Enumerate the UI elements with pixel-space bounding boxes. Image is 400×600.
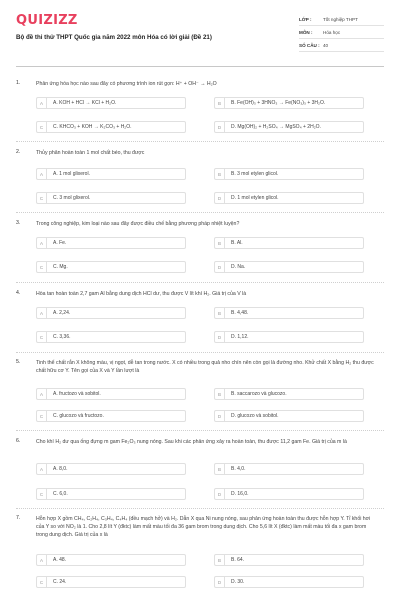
- option-letter: D: [215, 122, 225, 132]
- option-letter: B: [215, 238, 225, 248]
- option-text: A. 2,24.: [53, 310, 71, 316]
- option-letter: C: [37, 122, 47, 132]
- option-c[interactable]: [36, 331, 186, 343]
- option-text: A. 1 mol glixerol.: [53, 171, 90, 177]
- question-number: 6.: [16, 438, 21, 444]
- option-text: D. glucozo và sobitol.: [231, 413, 279, 419]
- option-text: D. 16,0.: [231, 491, 249, 497]
- meta-class-label: LỚP :: [299, 16, 312, 22]
- meta-row-count: [299, 39, 384, 52]
- option-text: B. 4,0.: [231, 466, 246, 472]
- option-letter: D: [215, 332, 225, 342]
- document-meta: [299, 13, 384, 52]
- question-text: Hỗn hợp X gồm CH₄, C₂H₄, C₃H₄, C₄H₄ (đều mạch hở) và H₂. Dẫn X qua Ni nung nóng, sau phản ứng hoàn toàn thu được hỗn hợp Y. Tỉ khối hơi của Y so với NO₂ là 1. Cho 2,8 lít Y (đktc) làm mất màu tối đa 36 gam brom trong dung dịch. Cho 5,6 lít X (đktc) làm mất màu tối đa x gam brom trong dung dịch. Giá trị của x là: [36, 516, 371, 538]
- question-text: Hòa tan hoàn toàn 2,7 gam Al bằng dung dịch HCl dư, thu được V lít khí H₂. Giá trị của V là: [36, 291, 247, 297]
- option-b[interactable]: [214, 168, 364, 180]
- quizizz-logo: QUIZIZZ: [16, 13, 78, 28]
- option-letter: D: [215, 577, 225, 587]
- option-text: B. 4,48.: [231, 310, 249, 316]
- question-text: Tinh thể chất rắn X không màu, vị ngọt, dễ tan trong nước. X có nhiều trong quả nho chín nên còn gọi là đường nho. Khử chất X bằng H₂ thu được chất hữu cơ Y. Tên gọi của X và Y lần lượt là: [36, 360, 374, 374]
- option-letter: B: [215, 98, 225, 108]
- option-letter: C: [37, 332, 47, 342]
- question-divider: [16, 430, 384, 431]
- meta-row-subject: [299, 26, 384, 39]
- option-letter: C: [37, 489, 47, 499]
- option-text: B. 64.: [231, 557, 245, 563]
- meta-class-value: Tốt nghiệp THPT: [323, 16, 358, 22]
- question-number: 5.: [16, 359, 21, 365]
- document-title: Bộ đề thi thử THPT Quốc gia năm 2022 môn Hóa có lời giải (Đề 21): [16, 34, 212, 41]
- option-text: D. 30.: [231, 579, 245, 585]
- option-b[interactable]: [214, 237, 364, 249]
- option-letter: A: [37, 308, 47, 318]
- option-letter: D: [215, 489, 225, 499]
- question-text: Cho khí H₂ dư qua ống đựng m gam Fe₂O₃ nung nóng. Sau khi các phản ứng xảy ra hoàn toàn, thu được 11,2 gam Fe. Giá trị của m là: [36, 439, 347, 445]
- option-c[interactable]: [36, 410, 186, 422]
- option-text: A. 8,0.: [53, 466, 68, 472]
- question-divider: [16, 508, 384, 509]
- option-a[interactable]: [36, 554, 186, 566]
- option-letter: C: [37, 577, 47, 587]
- option-letter: A: [37, 238, 47, 248]
- option-c[interactable]: [36, 488, 186, 500]
- option-letter: A: [37, 98, 47, 108]
- question-number: 3.: [16, 220, 21, 226]
- option-text: B. 3 mol etylen glicol.: [231, 171, 279, 177]
- option-d[interactable]: [214, 576, 364, 588]
- option-c[interactable]: [36, 576, 186, 588]
- option-text: A. 48.: [53, 557, 67, 563]
- option-text: C. Mg.: [53, 264, 68, 270]
- option-text: C. 6,0.: [53, 491, 68, 497]
- option-text: A. KOH + HCl → KCl + H₂O.: [53, 100, 117, 106]
- option-text: D. Mg(OH)₂ + H₂SO₄ → MgSO₄ + 2H₂O.: [231, 124, 321, 130]
- question-text: Thủy phân hoàn toàn 1 mol chất béo, thu được: [36, 150, 145, 156]
- option-letter: B: [215, 464, 225, 474]
- option-text: A. fructozo và sobitol.: [53, 391, 101, 397]
- option-a[interactable]: [36, 237, 186, 249]
- option-b[interactable]: [214, 97, 364, 109]
- option-text: D. Na.: [231, 264, 246, 270]
- question-text: Trong công nghiệp, kim loại nào sau đây được điều chế bằng phương pháp nhiệt luyện?: [36, 221, 240, 227]
- option-text: C. glucozo và fructozo.: [53, 413, 104, 419]
- question-divider: [16, 282, 384, 283]
- meta-subject-value: Hóa học: [323, 29, 341, 35]
- option-c[interactable]: [36, 261, 186, 273]
- option-a[interactable]: [36, 97, 186, 109]
- meta-row-class: [299, 13, 384, 26]
- meta-count-label: SỐ CÂU :: [299, 42, 320, 48]
- question-number: 7.: [16, 515, 21, 521]
- question-divider: [16, 352, 384, 353]
- option-letter: A: [37, 389, 47, 399]
- option-text: B. Al.: [231, 240, 243, 246]
- option-text: D. 1 mol etylen glicol.: [231, 195, 279, 201]
- option-text: B. Fe(OH)₃ + 3HNO₃ → Fe(NO₃)₃ + 3H₂O.: [231, 100, 326, 106]
- option-letter: D: [215, 262, 225, 272]
- option-text: D. 1,12.: [231, 334, 249, 340]
- option-letter: C: [37, 262, 47, 272]
- option-d[interactable]: [214, 121, 364, 133]
- meta-count-value: 40: [323, 42, 329, 48]
- question-divider: [16, 141, 384, 142]
- option-d[interactable]: [214, 488, 364, 500]
- option-d[interactable]: [214, 410, 364, 422]
- option-c[interactable]: [36, 192, 186, 204]
- option-d[interactable]: [214, 331, 364, 343]
- option-letter: A: [37, 555, 47, 565]
- option-text: C. 24.: [53, 579, 67, 585]
- option-letter: C: [37, 193, 47, 203]
- option-letter: D: [215, 411, 225, 421]
- option-b[interactable]: [214, 554, 364, 566]
- question-number: 2.: [16, 149, 21, 155]
- option-letter: B: [215, 308, 225, 318]
- option-letter: D: [215, 193, 225, 203]
- option-text: C. 3,36.: [53, 334, 71, 340]
- option-letter: B: [215, 169, 225, 179]
- option-d[interactable]: [214, 261, 364, 273]
- option-text: C. 3 mol glixerol.: [53, 195, 91, 201]
- option-b[interactable]: [214, 463, 364, 475]
- option-a[interactable]: [36, 307, 186, 319]
- option-a[interactable]: [36, 388, 186, 400]
- option-text: C. KHCO₃ + KOH → K₂CO₃ + H₂O.: [53, 124, 132, 130]
- meta-subject-label: MÔN :: [299, 29, 313, 35]
- option-letter: B: [215, 555, 225, 565]
- option-b[interactable]: [214, 388, 364, 400]
- option-a[interactable]: [36, 168, 186, 180]
- option-text: A. Fe.: [53, 240, 67, 246]
- option-letter: B: [215, 389, 225, 399]
- option-letter: A: [37, 169, 47, 179]
- question-number: 4.: [16, 290, 21, 296]
- option-c[interactable]: [36, 121, 186, 133]
- option-d[interactable]: [214, 192, 364, 204]
- option-letter: A: [37, 464, 47, 474]
- option-a[interactable]: [36, 463, 186, 475]
- question-divider: [16, 212, 384, 213]
- option-b[interactable]: [214, 307, 364, 319]
- option-text: B. saccarozo và glucozo.: [231, 391, 287, 397]
- header-divider: [16, 66, 384, 67]
- option-letter: C: [37, 411, 47, 421]
- question-number: 1.: [16, 80, 21, 86]
- question-text: Phản ứng hóa học nào sau đây có phương trình ion rút gọn: H⁺ + OH⁻ → H₂O: [36, 81, 217, 87]
